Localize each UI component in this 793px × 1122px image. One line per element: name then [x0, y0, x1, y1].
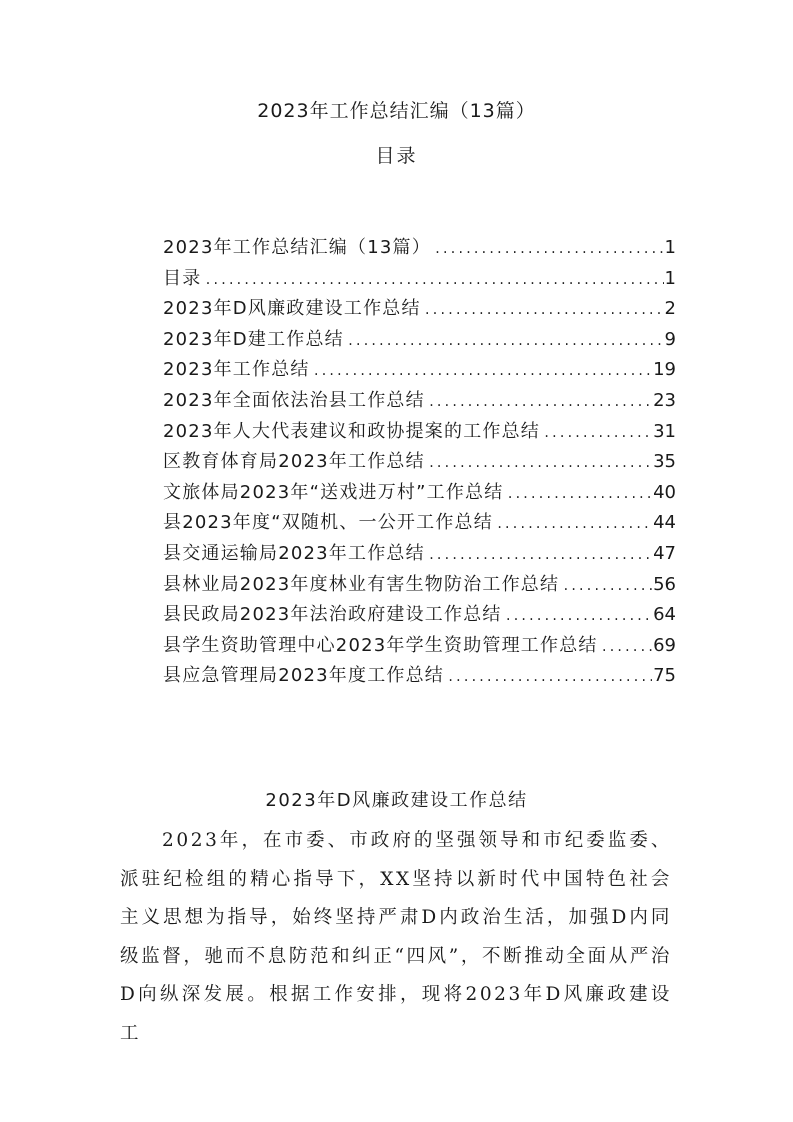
toc-entry[interactable]	[163, 355, 676, 386]
toc-page-number: 1	[664, 267, 676, 289]
toc-page-number: 56	[653, 573, 676, 595]
toc-entry-text: 2023年D建工作总结	[163, 328, 344, 350]
toc-leader-dots	[347, 334, 664, 348]
toc-leader-dots	[543, 426, 652, 440]
toc-entry[interactable]	[163, 294, 676, 325]
toc-page-number: 64	[653, 604, 676, 626]
toc-page-number: 40	[653, 481, 676, 503]
toc-entry-text: 2023年工作总结汇编（13篇）	[163, 237, 431, 258]
toc-entry[interactable]	[163, 233, 676, 264]
toc-entry-text: 县应急管理局2023年度工作总结	[163, 665, 445, 687]
toc-entry[interactable]	[163, 570, 676, 601]
toc-leader-dots	[506, 487, 652, 501]
toc-entry-text: 目录	[163, 267, 202, 289]
toc-entry[interactable]	[163, 478, 676, 509]
toc-page-number: 69	[653, 634, 676, 656]
toc-page-number: 2	[664, 298, 676, 320]
toc-entry-text: 2023年D风廉政建设工作总结	[163, 298, 421, 320]
toc-heading: 目录	[375, 145, 418, 167]
toc-leader-dots	[562, 579, 652, 593]
toc-entry[interactable]	[163, 661, 676, 692]
toc-entry-text: 2023年工作总结	[163, 359, 310, 381]
toc-entry-text: 县交通运输局2023年工作总结	[163, 542, 425, 564]
toc-entry-text: 2023年人大代表建议和政协提案的工作总结	[163, 420, 541, 442]
toc-entry-text: 县学生资助管理中心2023年学生资助管理工作总结	[163, 634, 598, 656]
toc-leader-dots	[428, 395, 652, 409]
toc-leader-dots	[447, 670, 652, 684]
toc-page-number: 44	[653, 512, 676, 534]
section-title: 2023年D风廉政建设工作总结	[265, 790, 528, 811]
toc-page-number: 31	[653, 420, 676, 442]
document-title: 2023年工作总结汇编（13篇）	[257, 100, 536, 122]
toc-leader-dots	[601, 640, 652, 654]
toc-page-number: 23	[653, 389, 676, 411]
toc-page-number: 75	[653, 665, 676, 687]
toc-leader-dots	[313, 364, 652, 378]
toc-entry-text: 县林业局2023年度林业有害生物防治工作总结	[163, 573, 560, 595]
toc-entry-text: 县2023年度“双随机、一公开工作总结	[163, 512, 493, 534]
toc-page-number: 1	[664, 237, 676, 258]
toc-entry[interactable]	[163, 631, 676, 662]
toc-entry[interactable]	[163, 325, 676, 356]
table-of-contents	[163, 233, 676, 692]
toc-entry[interactable]	[163, 264, 676, 295]
toc-page-number: 9	[664, 328, 676, 350]
toc-page-number: 35	[653, 451, 676, 473]
toc-leader-dots	[434, 242, 664, 256]
toc-leader-dots	[424, 303, 664, 317]
toc-entry[interactable]	[163, 600, 676, 631]
toc-page-number: 47	[653, 542, 676, 564]
toc-entry-text: 县民政局2023年法治政府建设工作总结	[163, 604, 502, 626]
toc-entry[interactable]	[163, 447, 676, 478]
body-paragraph: 2023年，在市委、市政府的坚强领导和市纪委监委、派驻纪检组的精心指导下，XX坚持以新时代中国特色社会主义思想为指导，始终坚持严肃D内政治生活，加强D内同级监督，驰而不息防范和纠正“四风”，不断推动全面从严治D向纵深发展。根据工作安排，现将2023年D风廉政建设工	[120, 830, 672, 1044]
toc-entry-text: 区教育体育局2023年工作总结	[163, 451, 425, 473]
toc-leader-dots	[505, 609, 652, 623]
toc-entry-text: 2023年全面依法治县工作总结	[163, 389, 425, 411]
toc-leader-dots	[496, 517, 652, 531]
toc-entry-text: 文旅体局2023年“送戏进万村”工作总结	[163, 481, 504, 503]
toc-leader-dots	[204, 273, 663, 287]
toc-entry[interactable]	[163, 508, 676, 539]
toc-entry[interactable]	[163, 386, 676, 417]
toc-leader-dots	[428, 548, 652, 562]
toc-leader-dots	[428, 456, 652, 470]
toc-entry[interactable]	[163, 539, 676, 570]
toc-entry[interactable]	[163, 417, 676, 448]
toc-page-number: 19	[653, 359, 676, 381]
